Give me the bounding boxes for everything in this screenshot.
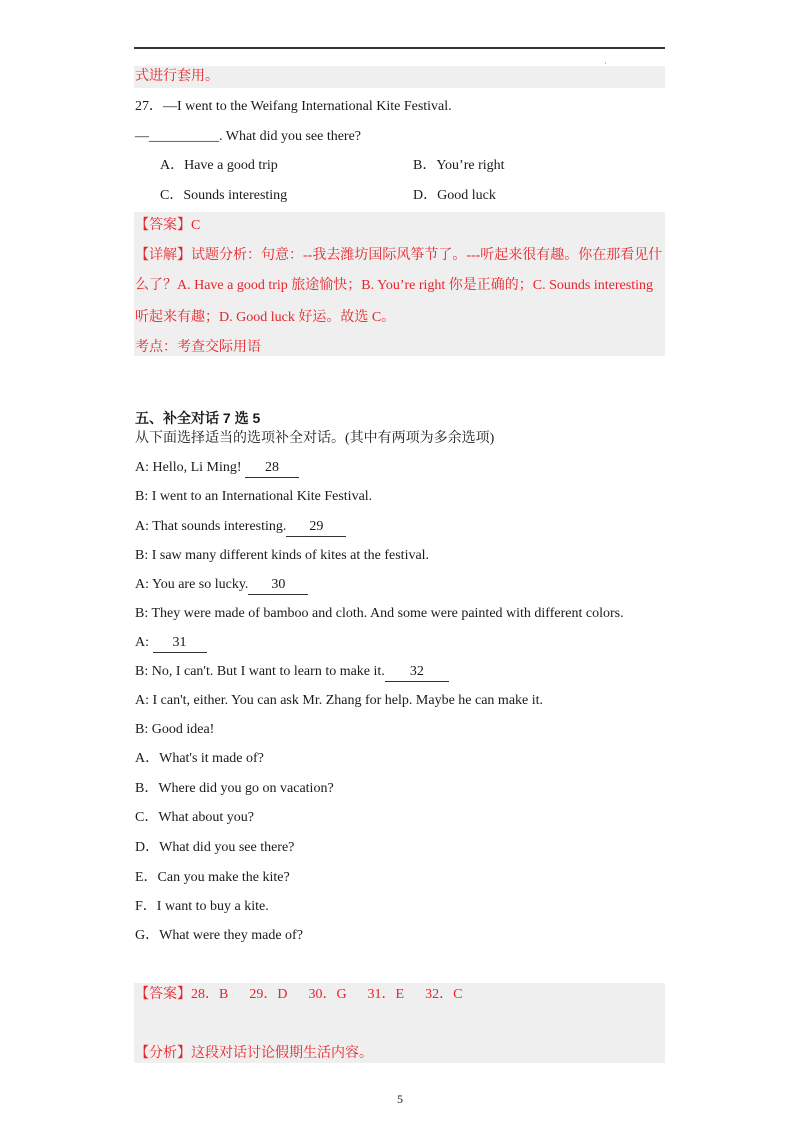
dialogue-line-30 [135,576,308,595]
dialogue-line: B: Good idea! [135,722,215,737]
dialogue-line-31 [135,634,207,653]
q27-line2-blank: __________ [149,129,219,144]
header-mark: ، [604,57,607,66]
choice-a: A．What's it made of? [135,751,264,766]
choice-e: E．Can you make the kite? [135,870,290,885]
choice-c: C．What about you? [135,810,254,825]
header-rule [134,47,665,49]
q27-option-d: D．Good luck [413,188,496,203]
q27-option-a: A．Have a good trip [160,158,278,173]
q27-option-c: C．Sounds interesting [160,188,288,203]
dialogue-line-28 [135,459,299,478]
dialogue-text: A: You are so lucky. [135,577,249,592]
section5-analysis: 【分析】这段对话讨论假期生活内容。 [135,1046,373,1061]
choice-b: B．Where did you go on vacation? [135,781,334,796]
top-note: 式进行套用。 [135,69,219,84]
q27-detail-2: 么了？A. Have a good trip 旅途愉快；B. You’re right 你是正确的；C. Sounds interesting [135,278,653,293]
q27-stem: 27．—I went to the Weifang International Kite Festival. [135,99,452,114]
q27-line2-suffix: . What did you see there? [219,129,362,144]
dialogue-line: B: I saw many different kinds of kites at the festival. [135,548,430,563]
section5-title: 五、补全对话 7 选 5 [135,410,261,426]
choice-g: G．What were they made of? [135,928,303,943]
q27-detail-3: 听起来有趣；D. Good luck 好运。故选 C。 [135,310,396,325]
section5-instruction: 从下面选择适当的选项补全对话。(其中有两项为多余选项) [135,431,495,446]
dialogue-line: A: I can't, either. You can ask Mr. Zhang for help. Maybe he can make it. [135,693,544,708]
q27-point: 考点：考查交际用语 [135,340,261,355]
section5-answer: 【答案】28．B 29．D 30．G 31．E 32．C [135,987,463,1002]
blank-32: 32 [385,663,449,682]
dialogue-text: B: No, I can't. But I want to learn to make it. [135,664,385,679]
dialogue-text: A: [135,635,153,650]
blank-30: 30 [248,576,308,595]
q27-option-b: B．You’re right [413,158,505,173]
q27-detail-1: 【详解】试题分析：句意：--我去潍坊国际风筝节了。---听起来很有趣。你在那看见什 [135,248,663,263]
dialogue-text: A: That sounds interesting. [135,519,287,534]
blank-31: 31 [153,634,207,653]
dialogue-line: B: I went to an International Kite Festival. [135,489,373,504]
dialogue-line-32 [135,663,449,682]
choice-f: F．I want to buy a kite. [135,899,269,914]
blank-29: 29 [286,518,346,537]
q27-answer: 【答案】C [135,218,201,233]
dialogue-text: A: Hello, Li Ming! [135,460,246,475]
blank-28: 28 [245,459,299,478]
q27-line2 [135,128,361,146]
page-number: 5 [397,1092,403,1106]
dialogue-line: B: They were made of bamboo and cloth. And some were painted with different colors. [135,606,624,621]
dialogue-line-29 [135,518,346,537]
q27-line2-prefix: — [135,129,149,144]
choice-d: D．What did you see there? [135,840,295,855]
